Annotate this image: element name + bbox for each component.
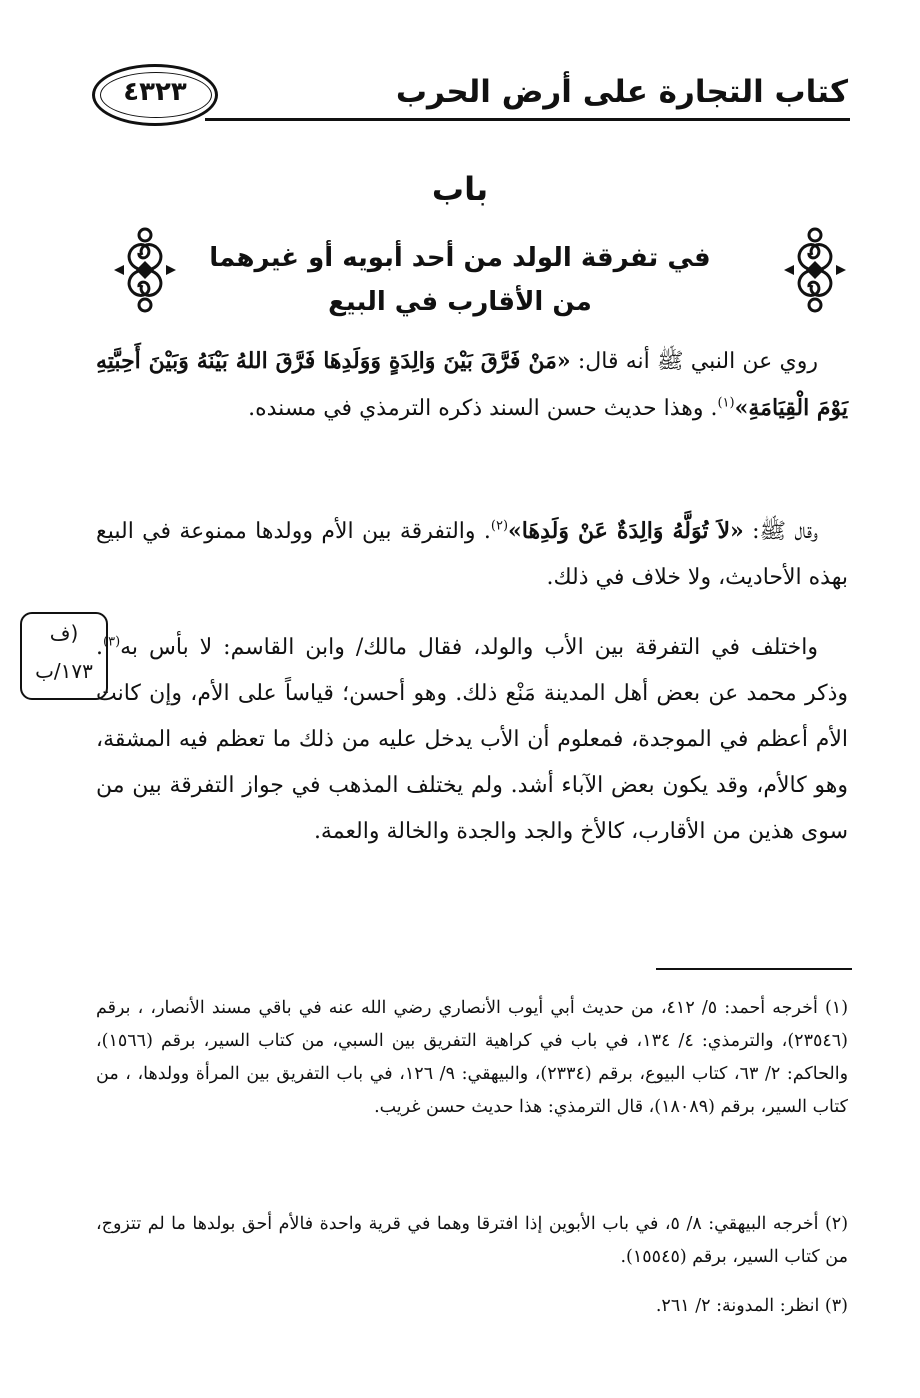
footnote-ref-2: (٢): [490, 518, 509, 534]
paragraph-1-intro: روي عن النبي ﷺ أنه قال:: [570, 349, 818, 374]
manuscript-folio-marker: [20, 612, 108, 700]
hadith-quote-1: «مَنْ فَرَّقَ بَيْنَ وَالِدَةٍ وَوَلَدِهَا فَرَّقَ اللهُ بَيْنَهُ وَبَيْنَ أَحِبَّتِهِ يَوْمَ الْقِيَامَةِ»: [96, 348, 848, 421]
paragraph-2-intro: وقال ﷺ:: [743, 519, 818, 544]
footnote-3: (٣) انظر: المدونة: ٢/ ٢٦١.: [655, 1296, 848, 1316]
chapter-title-line-2: من الأقارب في البيع: [328, 287, 592, 317]
marker-line-1: (ف: [49, 621, 79, 645]
paragraph-1-rest: . وهذا حديث حسن السند ذكره الترمذي في مسنده.: [248, 396, 718, 421]
chapter-title-line-1: في تفرقة الولد من أحد أبويه أو غيرهما: [209, 243, 711, 273]
paragraph-1: [96, 338, 848, 432]
marker-line-2: ١٧٣/ب: [35, 659, 93, 683]
chapter-word: باب: [431, 170, 489, 208]
footnote-ref-1: (١): [717, 395, 735, 411]
footnote-separator: [656, 968, 852, 970]
footnote-2: (٢) أخرجه البيهقي: ٨/ ٥، في باب الأبوين إذا افترقا وهما في قرية واحدة فالأم أحق بولدها ما لم تتزوج، من كتاب السير، برقم (١٥٥٤٥).: [96, 1214, 849, 1267]
footnote-1: (١) أخرجه أحمد: ٥/ ٤١٢، من حديث أبي أيوب الأنصاري رضي الله عنه في باقي مسند الأنصار، ، برقم (٢٣٥٤٦)، والترمذي: ٤/ ١٣٤، في باب في كراهية التفريق بين السبي، من كتاب السير، برقم (١٥٦٦)، والحاكم: ٢/ ٦٣، كتاب البيوع، برقم (٢٣٣٤)، والبيهقي: ٩/ ١٢٦، في باب التفريق بين المرأة وولدها، ، من كتاب السير، برقم (١٨٠٨٩)، قال الترمذي: هذا حديث حسن غريب.: [96, 998, 849, 1117]
floral-ornament-icon: [782, 225, 848, 315]
hadith-quote-2: «لاَ تُوَلَّهُ وَالِدَةٌ عَنْ وَلَدِهَا»: [508, 518, 744, 544]
running-header-title: كتاب التجارة على أرض الحرب: [395, 74, 848, 110]
footnote-ref-3: (٣): [103, 634, 121, 650]
paragraph-3: [96, 625, 848, 855]
header-rule: [205, 118, 850, 121]
paragraph-3-rest: . وذكر محمد عن بعض أهل المدينة مَنْع ذلك. وهو أحسن؛ قياساً على الأم، وإن كانت الأم أعظم في الموجدة، فمعلوم أن الأب يدخل عليه من ذلك ما تعظم فيه المشقة، وهو كالأم، وقد يكون بعض الآباء أشد. ولم يختلف المذهب في جواز التفرقة بين من سوى هذين من الأقارب، كالأخ والجد والجدة والخالة والعمة.: [96, 635, 848, 844]
paragraph-3-start: واختلف في التفرقة بين الأب والولد، فقال مالك/ وابن القاسم: لا بأس به: [120, 635, 818, 660]
page-number: ٤٣٢٣: [123, 77, 187, 107]
paragraph-2: [96, 508, 848, 601]
paragraph-2-rest: . والتفرقة بين الأم وولدها ممنوعة في البيع بهذه الأحاديث، ولا خلاف في ذلك.: [96, 519, 848, 590]
